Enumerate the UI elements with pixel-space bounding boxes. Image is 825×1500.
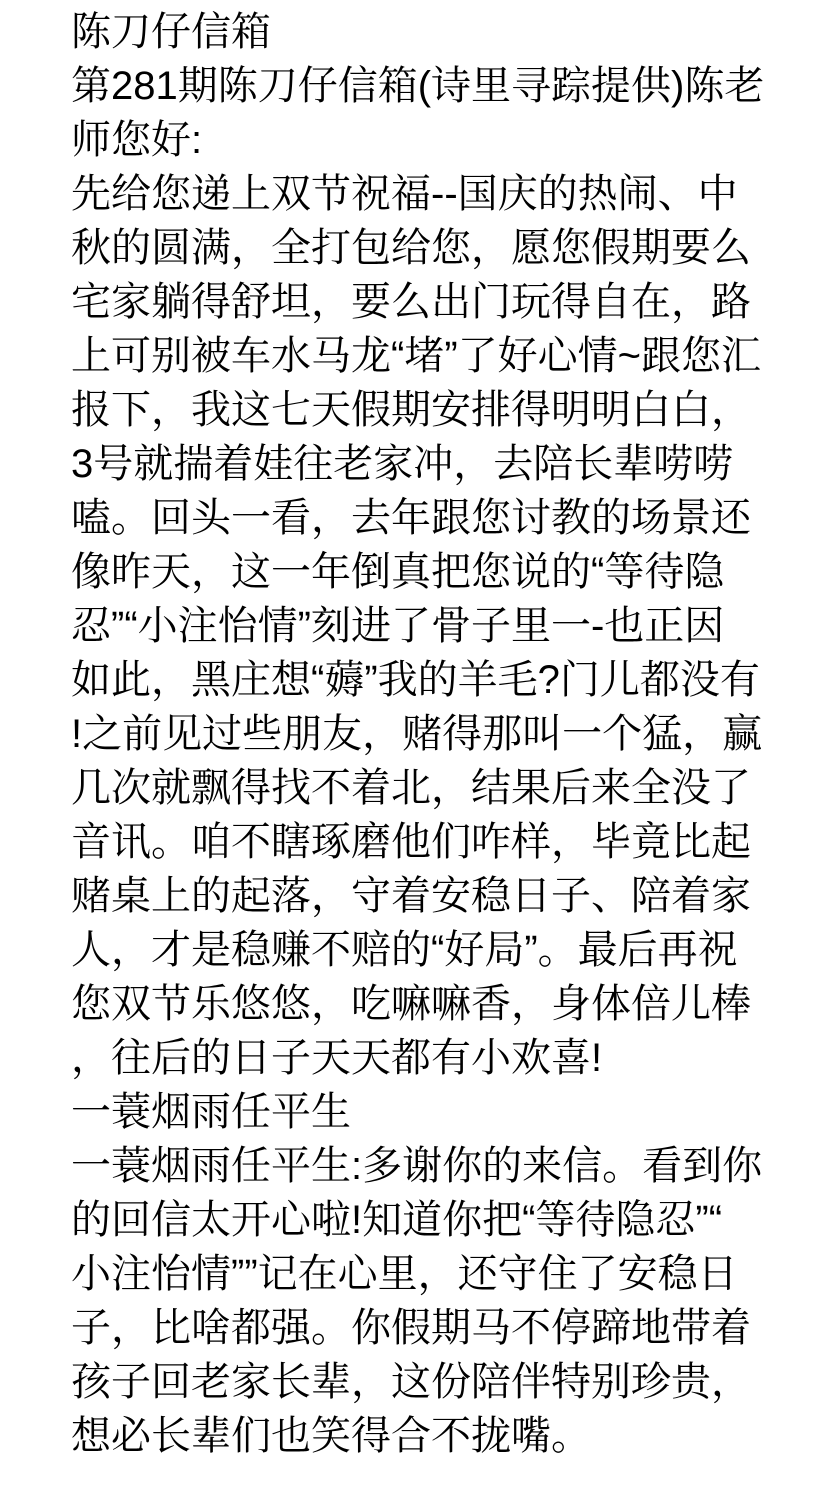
- reply-section: [71, 1139, 770, 1463]
- letter-line: 嗑。回头一看，去年跟您讨教的场景还: [71, 496, 751, 540]
- letter-line: 秋的圆满，全打包给您，愿您假期要么: [71, 226, 751, 270]
- letter-line: 忍”“小注怡情”刻进了骨子里一-也正因: [71, 604, 725, 648]
- letter-line: 几次就飘得找不着北，结果后来全没了: [71, 766, 751, 810]
- letter-line: 像昨天，这一年倒真把您说的“等待隐: [71, 550, 725, 594]
- letter-line: 师您好:: [71, 118, 203, 162]
- letter-line: ，往后的日子天天都有小欢喜!: [71, 1036, 603, 1080]
- letter-line: 第281期陈刀仔信箱(诗里寻踪提供)陈老: [71, 64, 765, 108]
- letter-line: 音讯。咱不瞎琢磨他们咋样，毕竟比起: [71, 820, 751, 864]
- reply-author-heading: 一蓑烟雨任平生: [71, 1090, 351, 1134]
- reply-line: 一蓑烟雨任平生:多谢你的来信。看到你: [71, 1144, 763, 1188]
- reply-line: 小注怡情””记在心里，还守住了安稳日: [71, 1252, 738, 1296]
- letter-line: 您双节乐悠悠，吃嘛嘛香，身体倍儿棒: [71, 982, 751, 1026]
- reply-line: 孩子回老家长辈，这份陪伴特别珍贵，: [71, 1360, 751, 1404]
- page-title: 陈刀仔信箱: [71, 10, 271, 54]
- letter-line: 人，才是稳赚不赔的“好局”。最后再祝: [71, 928, 738, 972]
- reply-line: 想必长辈们也笑得合不拢嘴。: [71, 1414, 591, 1458]
- letter-line: 报下，我这七天假期安排得明明白白，: [71, 388, 751, 432]
- letter-line: 宅家躺得舒坦，要么出门玩得自在，路: [71, 280, 751, 324]
- letter-line: 如此，黑庄想“薅”我的羊毛?门儿都没有: [71, 658, 760, 702]
- reply-line: 子，比啥都强。你假期马不停蹄地带着: [71, 1306, 751, 1350]
- letter-line: 上可别被车水马龙“堵”了好心情~跟您汇: [71, 334, 761, 378]
- letter-line: 3号就揣着娃往老家冲，去陪长辈唠唠: [71, 442, 734, 486]
- reply-line: 的回信太开心啦!知道你把“等待隐忍”“: [71, 1198, 723, 1242]
- letter-line: !之前见过些朋友，赌得那叫一个猛，赢: [71, 712, 763, 756]
- letter-line: 赌桌上的起落，守着安稳日子、陪着家: [71, 874, 751, 918]
- letter-section: [71, 59, 770, 1085]
- letter-line: 先给您递上双节祝福--国庆的热闹、中: [71, 172, 738, 216]
